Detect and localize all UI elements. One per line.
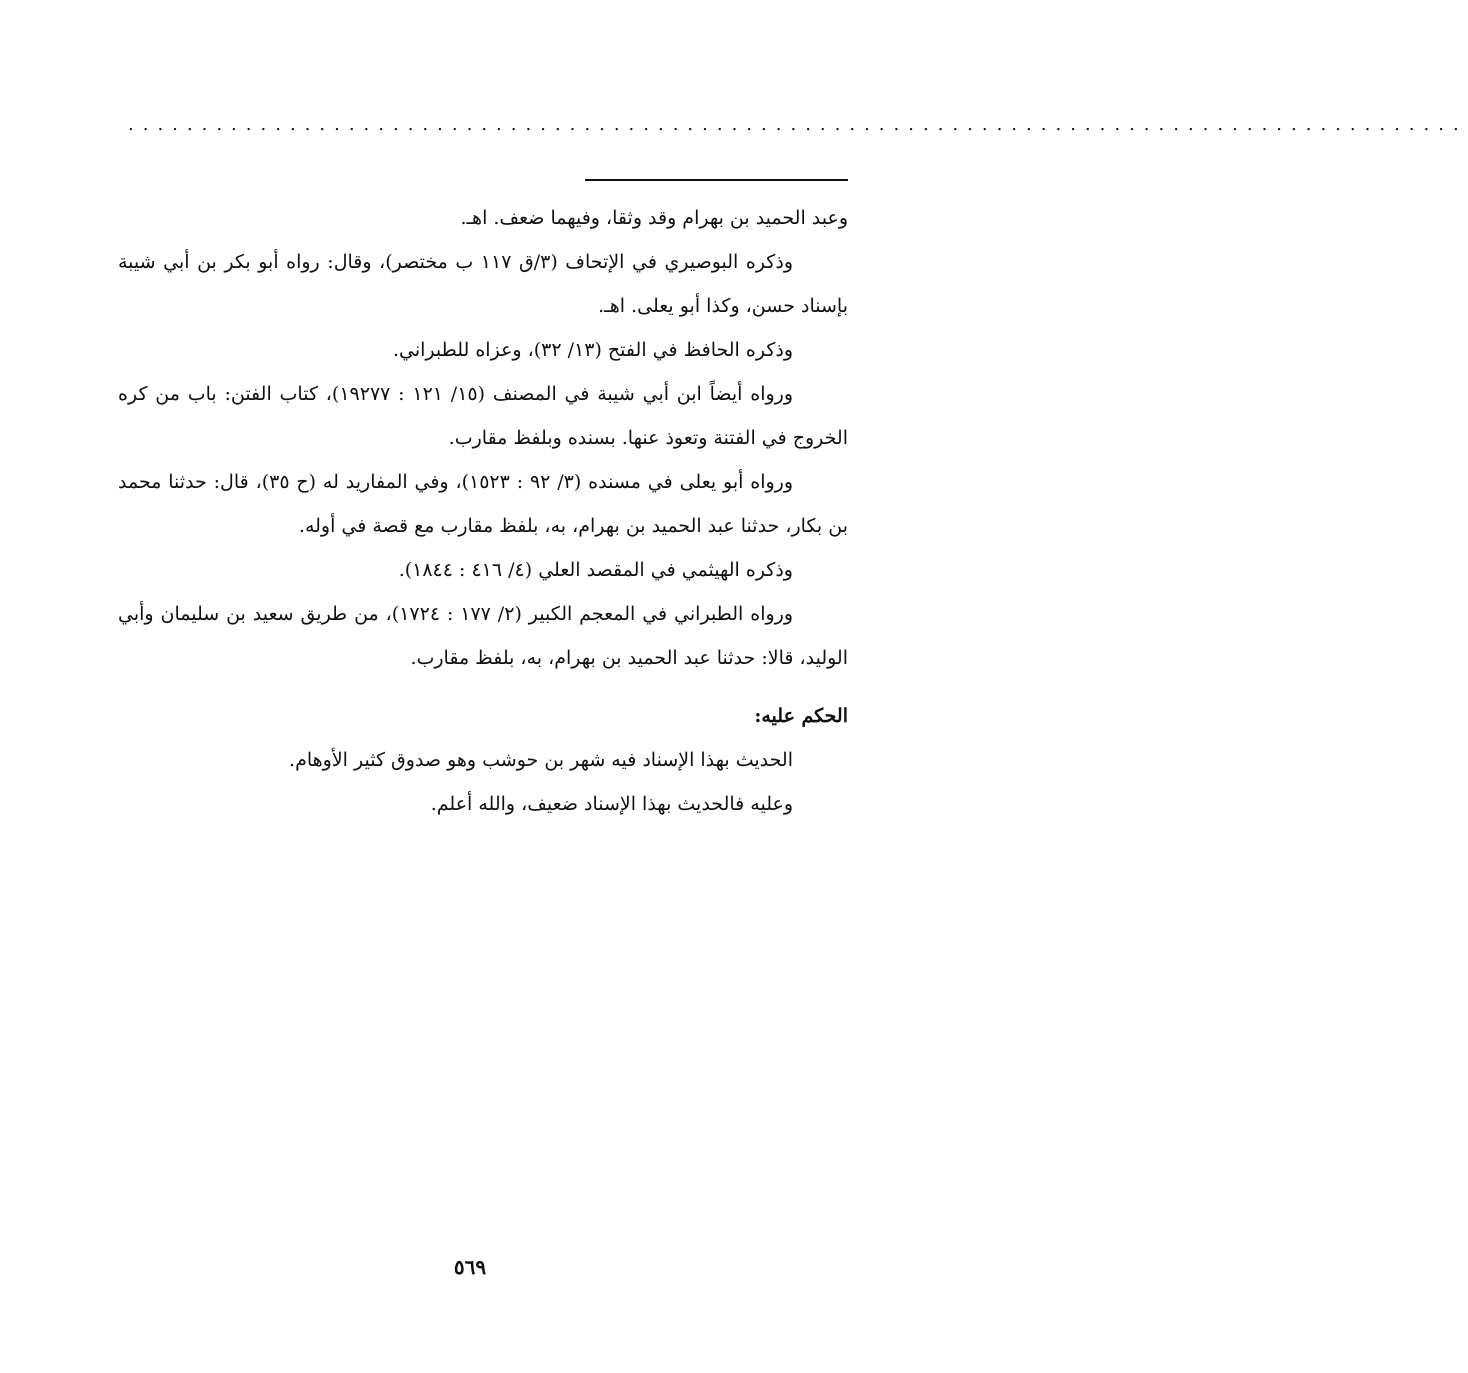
ruling-heading: الحكم عليه: bbox=[754, 705, 848, 727]
footnote-text bbox=[118, 196, 848, 826]
paragraph-6: وذكره الهيثمي في المقصد العلي (٤/ ٤١٦ : ١٨٤٤). bbox=[398, 559, 793, 581]
paragraph-5: ورواه أبو يعلى في مسنده (٣/ ٩٢ : ١٥٢٣)، وفي المفاريد له (ح ٣٥)، قال: حدثنا محمد بن بكار، حدثنا عبد الحميد بن بهرام، به، بلفظ مقارب مع قصة في أوله. bbox=[118, 471, 848, 537]
paragraph-1: وعبد الحميد بن بهرام وقد وثقا، وفيهما ضعف. اهـ. bbox=[460, 207, 848, 229]
paragraph-2: وذكره البوصيري في الإتحاف (٣/ق ١١٧ ب مختصر)، وقال: رواه أبو بكر بن أبي شيبة بإسناد حسن، وكذا أبو يعلى. اهـ. bbox=[118, 251, 848, 317]
page-number: ٥٦٩ bbox=[453, 1255, 487, 1279]
dotted-separator: ........................................................................................... bbox=[128, 114, 1468, 135]
paragraph-4: ورواه أيضاً ابن أبي شيبة في المصنف (١٥/ ١٢١ : ١٩٢٧٧)، كتاب الفتن: باب من كره الخروج في الفتنة وتعوذ عنها. بسنده وبلفظ مقارب. bbox=[118, 383, 848, 449]
paragraph-7: ورواه الطبراني في المعجم الكبير (٢/ ١٧٧ : ١٧٢٤)، من طريق سعيد بن سليمان وأبي الوليد، قالا: حدثنا عبد الحميد بن بهرام، به، بلفظ مقارب. bbox=[118, 603, 848, 669]
paragraph-3: وذكره الحافظ في الفتح (١٣/ ٣٢)، وعزاه للطبراني. bbox=[392, 339, 793, 361]
footnote-rule bbox=[585, 179, 848, 181]
ruling-line-1: الحديث بهذا الإسناد فيه شهر بن حوشب وهو صدوق كثير الأوهام. bbox=[289, 749, 793, 771]
ruling-line-2: وعليه فالحديث بهذا الإسناد ضعيف، والله أعلم. bbox=[430, 793, 793, 815]
